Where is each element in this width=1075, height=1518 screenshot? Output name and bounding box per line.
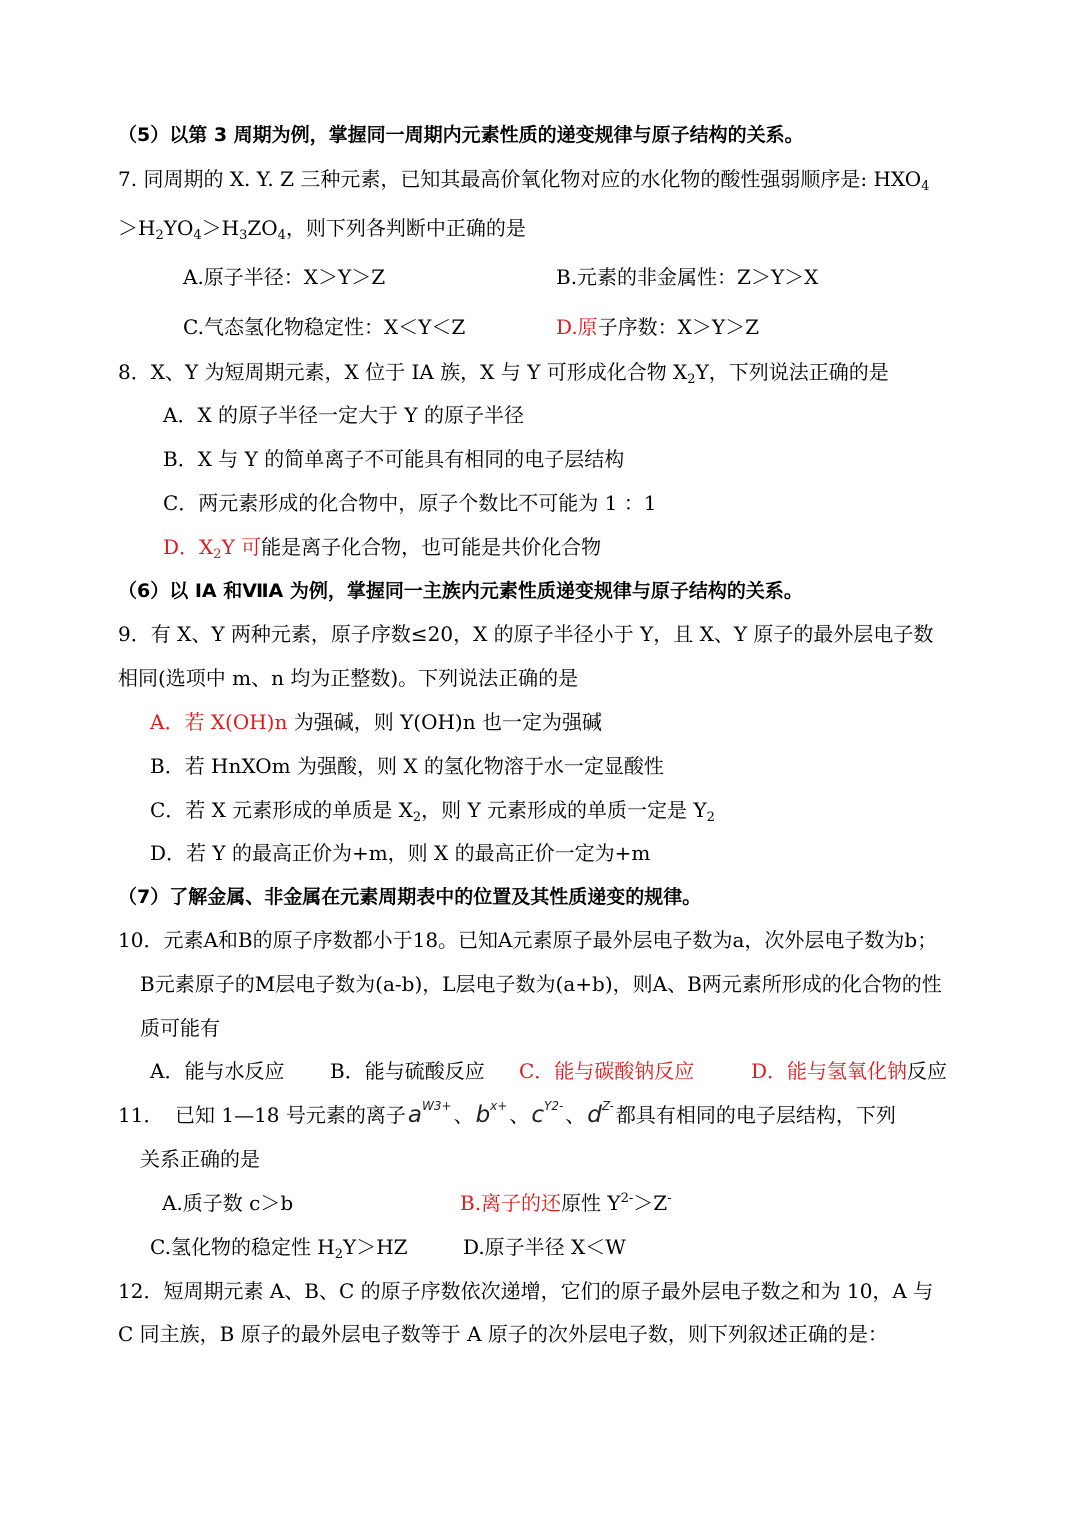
question-9-option-b: B．若 HnXOm 为强酸，则 X 的氢化物溶于水一定显酸性 — [150, 754, 664, 778]
question-11-stem-line2: 关系正确的是 — [140, 1147, 260, 1171]
question-7-option-a: A.原子半径：X＞Y＞Z — [183, 265, 386, 289]
question-7-stem-line2: $>H_2YO_4>H_3ZO_4$，则下列各判断中正确的是 — [118, 216, 526, 243]
section-6-heading: （6）以 IA 和ⅦA 为例，掌握同一主族内元素性质递变规律与原子结构的关系。 — [118, 580, 803, 602]
question-11-option-d: D.原子半径 X＜W — [463, 1235, 626, 1259]
ion-b-symbol: $b^{x+}$ — [475, 1099, 508, 1128]
ion-d-symbol: $d^{Z-}$ — [587, 1099, 614, 1128]
question-7-option-b: B.元素的非金属性：Z＞Y＞X — [556, 265, 819, 289]
section-5-heading: （5）以第 3 周期为例，掌握同一周期内元素性质的递变规律与原子结构的关系。 — [118, 124, 804, 146]
question-11-number: 11． — [118, 1103, 164, 1127]
ion-a-symbol: $a^{W3+}$ — [407, 1099, 452, 1128]
question-10-option-a: A．能与水反应 — [150, 1059, 285, 1083]
question-10-option-c: C．能与碳酸钠反应 — [519, 1059, 695, 1083]
question-11-stem-line1: 已知 1—18 号元素的离子$a^{W3+}$ 、$b^{x+}$ 、$c^{Y2-}$ 、$d^{Z-}$ 都具有相同的电子层结构，下列 — [175, 1099, 896, 1128]
question-9-stem-line2: 相同(选项中 m、n 均为正整数)。下列说法正确的是 — [118, 666, 579, 690]
question-10-option-b: B．能与硫酸反应 — [330, 1059, 485, 1083]
question-11-option-b: B.离子的还原性 $Y^{2-}>Z^-$ — [460, 1191, 672, 1215]
question-7-option-d: D.原子序数：X＞Y＞Z — [556, 315, 760, 339]
question-8-option-d: D．$X_2Y$ 可能是离子化合物，也可能是共价化合物 — [163, 535, 602, 562]
question-7-option-c: C.气态氢化物稳定性：X＜Y＜Z — [183, 315, 466, 339]
question-12-stem-line2: C 同主族，B 原子的最外层电子数等于 A 原子的次外层电子数，则下列叙述正确的是： — [118, 1322, 888, 1346]
question-10-stem-line3: 质可能有 — [140, 1016, 220, 1040]
question-8-option-a: A．X 的原子半径一定大于 Y 的原子半径 — [163, 403, 524, 427]
question-10-stem-line1: 10．元素A和B的原子序数都小于18。已知A元素原子最外层电子数为a，次外层电子数为b； — [118, 928, 938, 952]
question-9-option-c: C．若 X 元素形成的单质是 $X_2$，则 Y 元素形成的单质一定是 $Y_2$ — [150, 798, 715, 825]
question-8-option-c: C．两元素形成的化合物中，原子个数比不可能为 1 ：1 — [163, 491, 657, 515]
question-8-option-b: B．X 与 Y 的简单离子不可能具有相同的电子层结构 — [163, 447, 625, 471]
question-10-stem-line2: B元素原子的M层电子数为(a-b)，L层电子数为(a+b)，则A、B两元素所形成的化合物的性 — [140, 972, 942, 996]
question-7-stem-line1: 7. 同周期的 X. Y. Z 三种元素，已知其最高价氧化物对应的水化物的酸性强弱顺序是: $HXO_4$ — [118, 167, 930, 194]
question-11-option-c: C.氢化物的稳定性 $H_2Y>HZ$ — [150, 1235, 408, 1262]
question-9-option-a: A．若 X(OH)n 为强碱，则 Y(OH)n 也一定为强碱 — [150, 710, 602, 734]
question-8-stem: 8．X、Y 为短周期元素，X 位于 IA 族，X 与 Y 可形成化合物 $X_2Y$，下列说法正确的是 — [118, 360, 889, 387]
question-10-option-d: D．能与氢氧化钠反应 — [751, 1059, 948, 1083]
ion-c-symbol: $c^{Y2-}$ — [531, 1099, 564, 1128]
question-12-stem-line1: 12．短周期元素 A、B、C 的原子序数依次递增，它们的原子最外层电子数之和为 10，A 与 — [118, 1279, 934, 1303]
question-11-option-a: A.质子数 c＞b — [162, 1191, 294, 1215]
section-7-heading: （7）了解金属、非金属在元素周期表中的位置及其性质递变的规律。 — [118, 886, 702, 908]
question-9-option-d: D．若 Y 的最高正价为+m，则 X 的最高正价一定为+m — [150, 841, 651, 865]
question-9-stem-line1: 9．有 X、Y 两种元素，原子序数≤20，X 的原子半径小于 Y，且 X、Y 原子的最外层电子数 — [118, 622, 934, 646]
